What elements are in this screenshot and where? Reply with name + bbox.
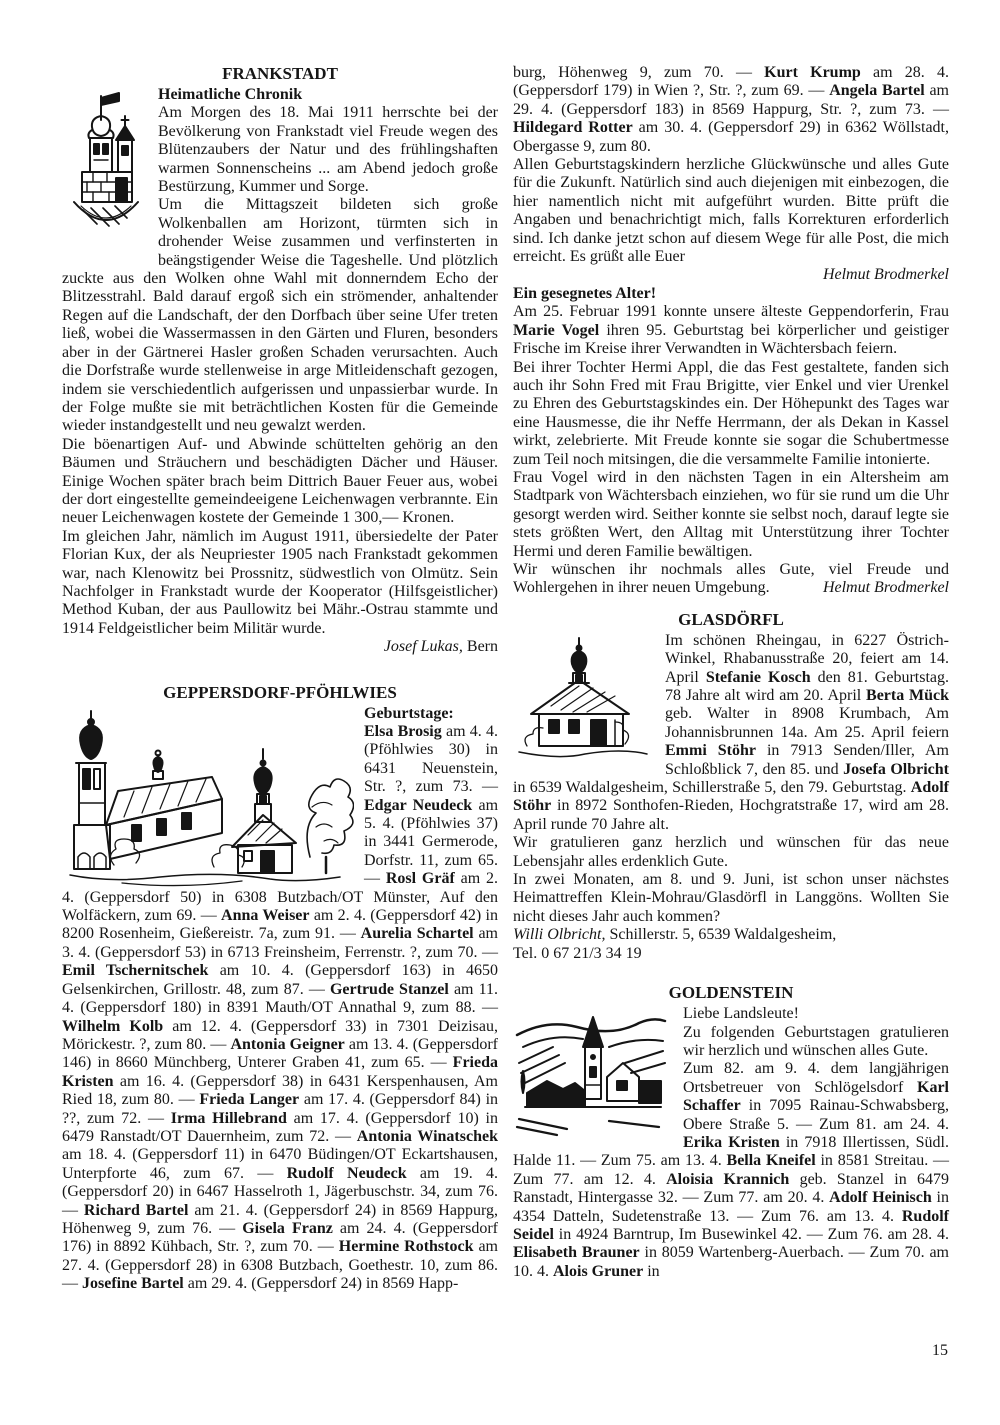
geppersdorf-birthdays-label: Geburtstage:: [364, 704, 454, 722]
section-title-geppersdorf: GEPPERSDORF-PFÖHLWIES: [163, 682, 397, 702]
geppersdorf-closing-paragraph: Allen Geburtstagskindern herzliche Glückwünsche und alles Gute für die Zukunft. Natürlich sind auch diejenigen mit einbezogen, die hier namentlich nicht mit aufgeführt wurden. Bitte prüft die Angaben und benachrichtigt mich, falls Korrekturen erforderlich sind. Ich danke jetzt schon auf diesem Wege für alle Post, die mich erreicht. Es grüßt alle Euer: [513, 156, 949, 266]
glasdorfl-paragraph-3: In zwei Monaten, am 8. und 9. Juni, ist schon unser nächstes Heimattreffen Klein-Mohrau/Glasdörfl in Langgöns. Wollten Sie nicht dieses Jahr auch kommen?: [513, 871, 949, 925]
village-churches-illustration: [62, 707, 354, 889]
glasdorfl-phone-line: Tel. 0 67 21/3 34 19: [513, 944, 642, 962]
geppersdorf-signature: Helmut Brodmerkel: [822, 266, 949, 284]
chapel-sketch-icon: [513, 634, 653, 760]
village-panorama-illustration: [513, 1007, 671, 1147]
goldenstein-salutation: Liebe Landsleute!: [683, 1005, 799, 1023]
village-churches-sketch-icon: [62, 707, 354, 887]
frankstadt-paragraph-4: Im gleichen Jahr, nämlich im August 1911, übersiedelte der Pater Florian Kux, der als Neupriester 1905 nach Frankstadt gekommen war, nach Klenowitz bei Prossnitz, südwestlich von Olmütz. Sein Nachfolger in Frankstadt wurde der Kooperator (Hilfsgeistlicher) Method Kuban, der aus Paullowitz bei Mähr.-Ostrau stammte und 1914 Feldgeistlicher beim Militär wurde.: [62, 527, 498, 637]
right-column: [513, 64, 949, 1294]
glasdorfl-paragraph-1: Im schönen Rheingau, in 6227 Östrich-Winkel, Rhabanusstraße 20, feiert am 14. April Stefanie Kosch den 81. Geburtstag. 78 Jahre alt wird am 20. April Berta Mück geb. Walter in 8908 Krumbach, Am Johannisbrunnen 14a. Am 25. April feiern Emmi Stöhr in 7913 Senden/Iller, Am Schloßblick 7, den 85. und Josefa Olbricht in 6539 Waldalgesheim, Schillerstraße 5, den 79. Geburtstag. Adolf Stöhr in 8972 Sonthofen-Rieden, Hochgratstraße 17, wird am 28. April runde 70 Jahre alt.: [513, 631, 950, 833]
frankstadt-paragraph-3: Die böenartigen Auf- und Abwinde schüttelten gehörig an den Bäumen und Sträuchern und beschädigten Dächer und Häuser. Einige Wochen später brach beim Dittrich Bauer Feuer aus, wobei der dort eingestellte gemeindeeigene Leichenwagen verbrannte. Ein neuer Leichenwagen kostete der Gemeinde 1 300,— Kronen.: [62, 435, 498, 527]
geppersdorf-birthday-list-part2: burg, Höhenweg 9, zum 70. — Kurt Krump am 28. 4. (Geppersdorf 179) in Wien ?, Str. ?, zum 69. — Angela Bartel am 29. 4. (Geppersdorf 183) in 8569 Happurg, Str. ?, zum 73. — Hildegard Rotter am 30. 4. (Geppersdorf 29) in 6362 Wöllstadt, Obergasse 9, zum 80.: [513, 64, 949, 155]
alter-paragraph-3: Frau Vogel wird in den nächsten Tagen in ein Altersheim am Stadtpark von Wächtersbach einziehen, wo für sie rund um die Uhr gesorgt werden wird. Seither konnte sie selbst noch, darauf legte sie stets größten Wert, den Alltag mit Unterstützung ihrer Tochter Hermi und deren Familie bewältigen.: [513, 468, 949, 560]
section-title-glasdorfl: GLASDÖRFL: [678, 609, 784, 629]
glasdorfl-paragraph-2: Wir gratulieren ganz herzlich und wünschen für das neue Lebensjahr alles erdenklich Gute.: [513, 834, 949, 870]
frankstadt-signature: Josef Lukas, Bern: [383, 638, 498, 656]
alter-paragraph-4: Wir wünschen ihr nochmals alles Gute, viel Freude und Wohlergehen in ihrer neuen Umgebung. Helmut Brodmerkel: [513, 560, 949, 597]
section-title-goldenstein: GOLDENSTEIN: [668, 983, 794, 1003]
frankstadt-paragraph-2: Um die Mittagszeit bildeten sich große Wolkenballen am Horizont, türmten sich in drohender Weise zusammen und verfinsterten in beängstigender Weise die Tageshelle. Und plötzlich zuckte aus den Wolken ohne Wahl mit donnerndem Echo der Blitzesstrahl. Bald darauf ergoß sich ein strömender, anhaltender Regen auf die Landschaft, der den Dorfbach über seine Ufer treten ließ, wobei die Wassermassen in den Gärten und Fluren, besonders aber in der Gärtnerei Hasler großen Schaden verursachten. Auch die Dorfstraße wurde stellenweise in arge Mitleidenschaft gezogen, indem sie verschiedentlich aufgerissen und unpassierbar wurde. In der Folge mußte sie mit beträchtlichen Kosten für die Gemeinde wieder instandgestellt und neu gewalzt werden.: [62, 196, 498, 435]
castle-tower-sketch-icon: [62, 90, 150, 254]
alter-paragraph-1: Am 25. Februar 1991 konnte unsere älteste Geppendorferin, Frau Marie Vogel ihren 95. Geburtstag bei körperlicher und geistiger Frische im Kreise ihrer Verwandten in Wächtersbach feiern.: [513, 303, 949, 358]
glasdorfl-contact-line: Willi Olbricht, Schillerstr. 5, 6539 Waldalgesheim,: [513, 926, 837, 944]
section-title-frankstadt: FRANKSTADT: [222, 64, 338, 83]
left-column: [62, 64, 498, 1294]
frankstadt-paragraph-1: Am Morgen des 18. Mai 1911 herrschte bei der Bevölkerung von Frankstadt viel Freude wegen des Blütenzaubers der Natur und des frühlingshaften warmen Sonnenscheins ... am Abend jedoch große Bestürzung, Kummer und Sorge.: [158, 104, 498, 196]
text-columns: [62, 64, 949, 1294]
goldenstein-birthday-list: Zum 82. am 9. 4. dem langjährigen Ortsbetreuer von Schlögelsdorf Karl Schaffer in 7095 Rainau-Schwabsberg, Obere Straße 5. — Zum 81. am 24. 4. Erika Kristen in 7918 Illertissen, Südl. Halde 11. — Zum 75. am 13. 4. Bella Kneifel in 8581 Streitau. — Zum 77. am 12. 4. Aloisia Krannich geb. Stanzel in 6479 Ranstadt, Hintergasse 32. — Zum 77. am 20. 4. Adolf Heinisch in 4354 Datteln, Sudetenstraße 13. — Zum 76. am 13. 4. Rudolf Seidel in 4924 Barntrup, Im Busewinkel 42. — Zum 76. am 28. 4. Elisabeth Brauner in 8059 Wartenberg-Auerbach. — Zum 70. am 10. 4. Alois Gruner in: [513, 1060, 950, 1280]
alter-paragraph-2: Bei ihrer Tochter Hermi Appl, die das Fest gestaltete, fanden sich auch ihr Sohn Fred mit Frau Brigitte, vier Enkel und vier Urenkel zu Ehren des Geburtstagskindes ein. Der Höhepunkt des Tages war eine Hausmesse, die ihr Neffe Herrmann, der als Dekan in Kassel wirkt, zelebrierte. Mit Freude konnte sie sogar die Schubertmesse zum Teil noch mitsingen, die die versammelte Familie intonierte.: [513, 358, 949, 468]
page-number: 15: [932, 1342, 948, 1359]
chapel-illustration: [513, 634, 653, 762]
village-panorama-sketch-icon: [513, 1007, 671, 1137]
castle-tower-illustration: [62, 90, 150, 254]
goldenstein-intro: Zu folgenden Geburtstagen gratulieren wir herzlich und wünschen alles Gute.: [683, 1023, 949, 1059]
frankstadt-subheading: Heimatliche Chronik: [158, 86, 303, 103]
geppersdorf-birthday-list-part1: Elsa Brosig am 4. 4. (Pföhlwies 30) in 6431 Neuenstein, Str. ?, zum 73. — Edgar Neudeck am 5. 4. (Pföhlwies 37) in 3441 Germerode, Dorfstr. 11, zum 65. — Rosl Gräf am 2. 4. (Geppersdorf 50) in 6308 Butzbach/OT Münster, Auf den Wolfäckern, zum 69. — Anna Weiser am 2. 4. (Geppersdorf 42) in 8200 Rosenheim, Gießereistr. 7a, zum 91. — Aurelia Schartel am 3. 4. (Geppersdorf 53) in 6713 Freinsheim, Ferrenstr. ?, zum 70. — Emil Tschernitschek am 10. 4. (Geppersdorf 163) in 4650 Gelsenkirchen, Grillostr. 48, zum 87. — Gertrude Stanzel am 11. 4. (Geppersdorf 180) in 8391 Mauth/OT Annathal 9, zum 88. — Wilhelm Kolb am 12. 4. (Geppersdorf 33) in 7301 Deizisau, Mörickestr. ?, zum 80. — Antonia Geigner am 13. 4. (Geppersdorf 146) in 8660 Münchberg, Unterer Graben 41, zum 65. — Frieda Kristen am 16. 4. (Geppersdorf 38) in 6431 Kerspenhausen, Am Ried 18, zum 80. — Frieda Langer am 17. 4. (Geppersdorf 84) in ??, zum 72. — Irma Hillebrand am 17. 4. (Geppersdorf 10) in 6479 Ranstadt/OT Dauernheim, zum 72. — Antonia Winatschek am 18. 4. (Geppersdorf 11) in 6470 Büdingen/OT Eckartshausen, Unterpforte 46, zum 67. — Rudolf Neudeck am 19. 4. (Geppersdorf 20) in 6467 Hasselroth 1, Jägerbuschstr. 34, zum 76. — Richard Bartel am 21. 4. (Geppersdorf 24) in 8569 Happurg, Höhenweg 9, zum 76. — Gisela Franz am 24. 4. (Geppersdorf 176) in 8892 Kühbach, Str. ?, zum 70. — Hermine Rothstock am 27. 4. (Geppersdorf 28) in 6308 Butzbach, Goethestr. 10, zum 86. — Josefine Bartel am 29. 4. (Geppersdorf 24) in 8569 Happ-: [62, 723, 499, 1293]
alter-heading: Ein gesegnetes Alter!: [513, 284, 657, 302]
